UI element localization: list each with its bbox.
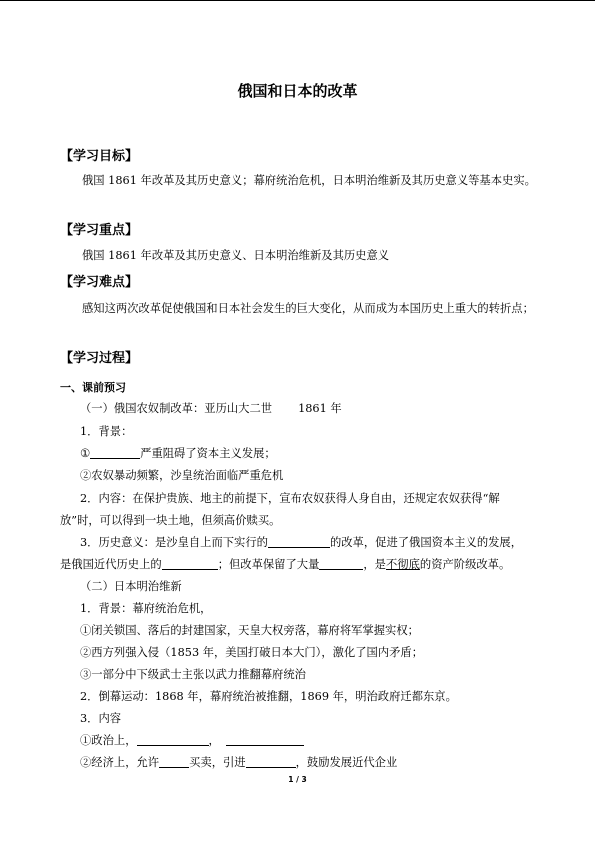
japan-pol-a: ①政治上，	[80, 734, 137, 747]
blank-japan-econ-1[interactable]	[159, 755, 189, 768]
russia-reform-title	[80, 401, 342, 417]
japan-overthrow: 2．倒幕运动：1868 年，幕府统治被推翻，1869 年，明治政府迁都东京。	[80, 690, 457, 703]
russia-bg1-prefix: ①	[80, 447, 91, 460]
japan-econ-b: 买卖，引进	[189, 756, 246, 769]
japan-content-label: 3．内容	[80, 712, 122, 725]
japan-econ-c: ，鼓励发展近代企业	[295, 756, 398, 769]
russia-sig-underlined: 不彻底	[385, 558, 420, 571]
blank-japan-pol-1[interactable]	[137, 733, 209, 746]
russia-content-line2: 放”时，可以得到一块土地，但须高价赎买。	[60, 514, 281, 527]
japan-background-label: 1．背景：幕府统治危机，	[80, 602, 212, 615]
russia-sig-c: 是俄国近代历史上的	[60, 558, 162, 571]
page-number: 1 / 3	[288, 775, 307, 784]
japan-background-3: ③一部分中下级武士主张以武力推翻幕府统治	[80, 668, 306, 681]
goal-heading: 【学习目标】	[60, 149, 139, 164]
russia-reform-year: 1861 年	[298, 402, 342, 415]
blank-russia-sig-3[interactable]	[319, 557, 363, 570]
focus-text: 俄国 1861 年改革及其历史意义、日本明治维新及其历史意义	[82, 249, 390, 262]
russia-background-label: 1．背景：	[80, 425, 133, 438]
blank-russia-bg1[interactable]	[90, 446, 140, 459]
goal-text: 俄国 1861 年改革及其历史意义；幕府统治危机，日本明治维新及其历史意义等基本史实。	[82, 174, 536, 187]
section-preview-heading: 一、课前预习	[60, 381, 126, 394]
japan-reform-title: （二）日本明治维新	[80, 580, 182, 593]
japan-political	[80, 733, 304, 749]
difficulty-text: 感知这两次改革促使俄国和日本社会发生的巨大变化，从而成为本国历史上重大的转折点；	[82, 302, 534, 315]
blank-japan-pol-2[interactable]	[226, 733, 304, 746]
blank-russia-sig-1[interactable]	[268, 535, 330, 548]
japan-background-1: ①闭关锁国、落后的封建国家，天皇大权旁落，幕府将军掌握实权；	[80, 624, 419, 637]
page-title: 俄国和日本的改革	[237, 82, 358, 100]
japan-background-2: ②西方列强入侵（1853 年，美国打破日本大门），激化了国内矛盾；	[80, 646, 424, 659]
blank-russia-sig-2[interactable]	[162, 557, 218, 570]
russia-background-1	[80, 446, 276, 462]
russia-background-2: ②农奴暴动频繁，沙皇统治面临严重危机	[80, 469, 284, 482]
process-heading: 【学习过程】	[60, 351, 139, 366]
japan-economic	[80, 755, 397, 771]
russia-significance-line1	[80, 535, 522, 551]
russia-sig-g: 的资产阶级改革。	[419, 558, 511, 571]
japan-pol-b: ，	[208, 734, 220, 747]
russia-reform-title-text: （一）俄国农奴制改革：亚历山大二世	[80, 402, 273, 415]
focus-heading: 【学习重点】	[60, 223, 139, 238]
russia-bg1-suffix: 严重阻碍了资本主义发展；	[140, 447, 276, 460]
russia-sig-b: 的改革，促进了俄国资本主义的发展，	[329, 536, 523, 549]
difficulty-heading: 【学习难点】	[60, 275, 139, 290]
russia-content-line1: 2．内容：在保护贵族、地主的前提下，宣布农奴获得人身自由，还规定农奴获得“解	[80, 492, 500, 505]
blank-japan-econ-2[interactable]	[246, 755, 296, 768]
russia-significance-line2	[60, 557, 510, 573]
russia-sig-d: ；但改革保留了大量	[217, 558, 320, 571]
russia-sig-a: 3．历史意义：是沙皇自上而下实行的	[80, 536, 268, 549]
russia-sig-e: ，是	[363, 558, 386, 571]
japan-econ-a: ②经济上，允许	[80, 756, 160, 769]
